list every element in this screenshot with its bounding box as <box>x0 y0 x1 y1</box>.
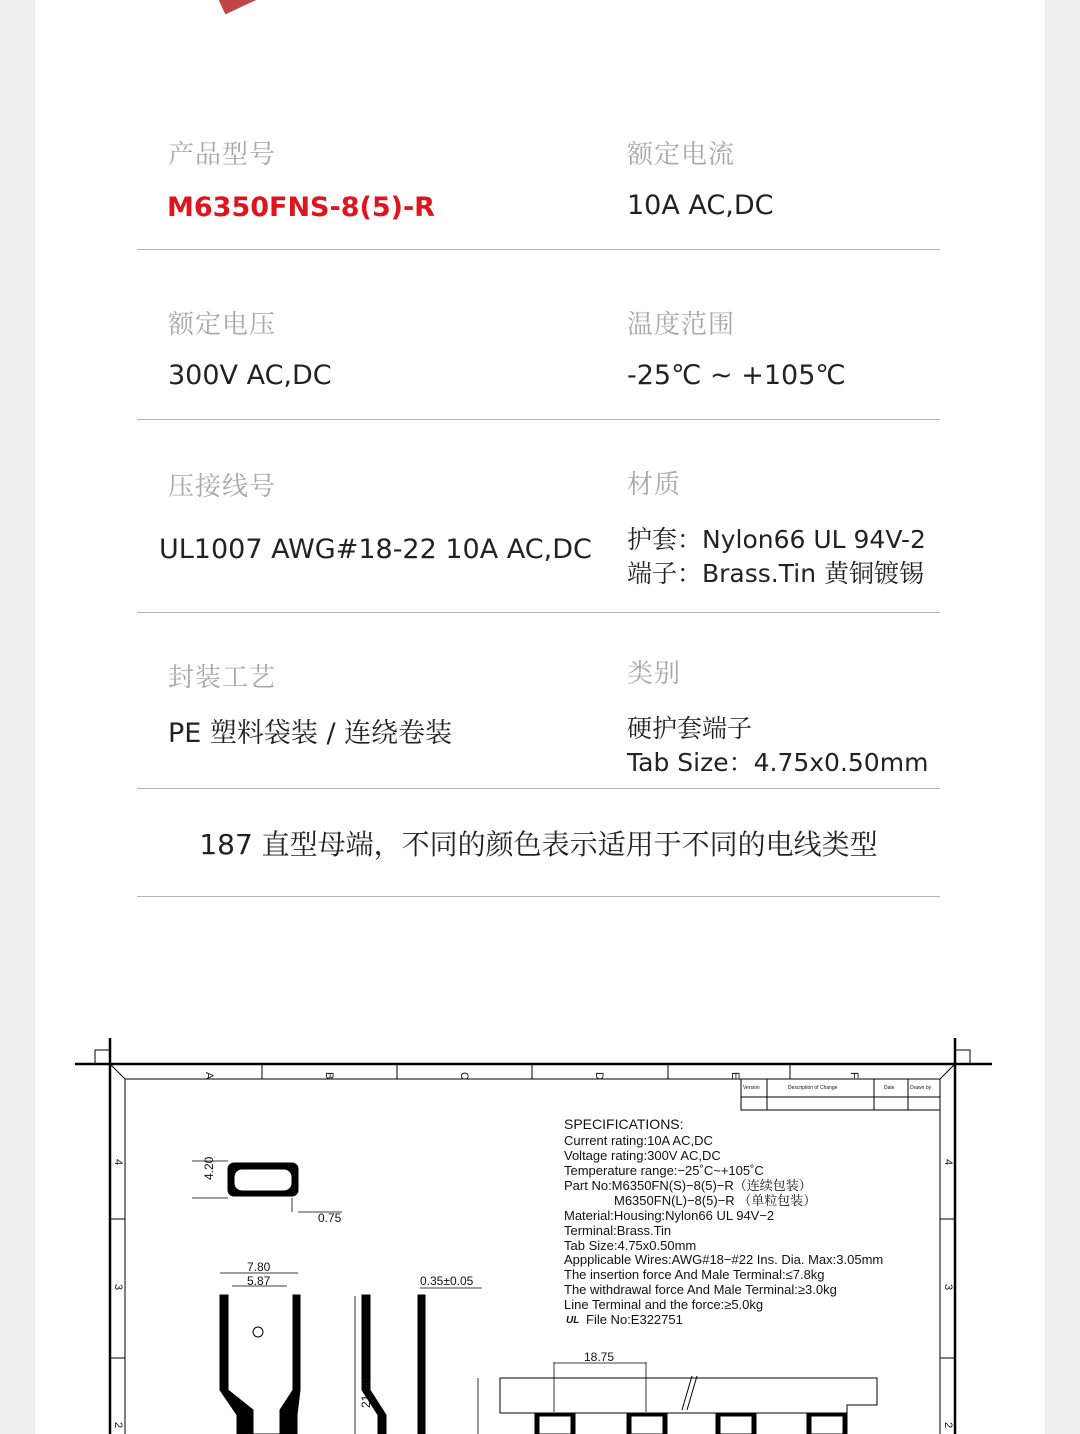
spec-value: 300V AC,DC <box>168 360 332 391</box>
row-label: 4 <box>942 1159 954 1166</box>
ul-logo-icon: UL <box>566 1315 580 1326</box>
dimension-label: 7.80 <box>247 1260 271 1274</box>
spec-line: Current rating:10A AC,DC <box>564 1133 713 1148</box>
spec-line: Material:Housing:Nylon66 UL 94V−2 <box>564 1208 775 1223</box>
spec-line: M6350FN(L)−8(5)−R （单粒包装） <box>614 1193 817 1208</box>
spec-line: Voltage rating:300V AC,DC <box>564 1148 721 1163</box>
spec-label: 类别 <box>627 659 682 689</box>
column-label: D <box>593 1072 605 1080</box>
spec-line: Appplicable Wires:AWG#18−#22 Ins. Dia. Max:3.05mm <box>564 1252 884 1267</box>
dimension-label: 0.75 <box>318 1211 342 1225</box>
spec-label: 封装工艺 <box>168 663 277 693</box>
model-number: M6350FNS-8(5)-R <box>167 192 435 223</box>
spec-value: -25℃ ~ +105℃ <box>627 360 846 391</box>
spec-value: 10A AC,DC <box>627 190 774 221</box>
spec-label: 额定电压 <box>168 310 277 340</box>
spec-value: 硬护套端子 <box>627 714 753 743</box>
column-label: A <box>203 1072 215 1080</box>
column-label: B <box>323 1072 335 1080</box>
column-label: F <box>848 1072 860 1079</box>
row-label: 3 <box>942 1284 954 1291</box>
spec-line: Line Terminal and the force:≥5.0kg <box>564 1297 764 1312</box>
spec-label: 压接线号 <box>168 472 277 502</box>
spec-line: Temperature range:−25˚C~+105˚C <box>564 1163 764 1178</box>
revision-header: Version <box>743 1085 760 1091</box>
row-label: 4 <box>112 1159 124 1166</box>
spec-label: 材质 <box>627 470 682 500</box>
spec-line: Part No:M6350FN(S)−8(5)−R（连续包装） <box>564 1178 812 1193</box>
spec-line: The insertion force And Male Terminal:≤7.8kg <box>564 1267 825 1282</box>
column-label: E <box>729 1072 741 1080</box>
dimension-label: 18.75 <box>584 1350 615 1364</box>
revision-header: Description of Change <box>788 1085 838 1091</box>
dimension-label: 21.90 <box>359 1377 373 1408</box>
spec-line: Terminal:Brass.Tin <box>564 1223 672 1238</box>
spec-line: SPECIFICATIONS: <box>564 1116 684 1132</box>
dimension-label: 0.35±0.05 <box>420 1274 474 1288</box>
row-label: 3 <box>112 1284 124 1291</box>
spec-value: PE 塑料袋装 / 连绕卷装 <box>168 718 453 749</box>
spec-line: File No:E322751 <box>586 1312 683 1327</box>
spec-value: Tab Size：4.75x0.50mm <box>627 748 929 777</box>
spec-label: 产品型号 <box>168 140 277 170</box>
spec-label: 额定电流 <box>627 140 736 170</box>
spec-value: 护套：Nylon66 UL 94V-2 <box>627 525 926 554</box>
product-note: 187 直型母端，不同的颜色表示适用于不同的电线类型 <box>199 828 878 861</box>
spec-label: 温度范围 <box>627 310 736 340</box>
spec-value: 端子：Brass.Tin 黄铜镀锡 <box>627 559 924 588</box>
revision-header: Date <box>884 1085 895 1091</box>
spec-line: The withdrawal force And Male Terminal:≥3.0kg <box>564 1282 837 1297</box>
revision-header: Drawn by <box>910 1085 932 1091</box>
dimension-label: 5.87 <box>247 1274 271 1288</box>
spec-line: Tab Size:4.75x0.50mm <box>564 1238 697 1253</box>
row-label: 2 <box>942 1422 954 1429</box>
row-label: 2 <box>112 1422 124 1429</box>
column-label: C <box>458 1072 470 1080</box>
spec-value: UL1007 AWG#18-22 10A AC,DC <box>159 534 592 565</box>
dimension-label: 4.20 <box>202 1156 216 1180</box>
